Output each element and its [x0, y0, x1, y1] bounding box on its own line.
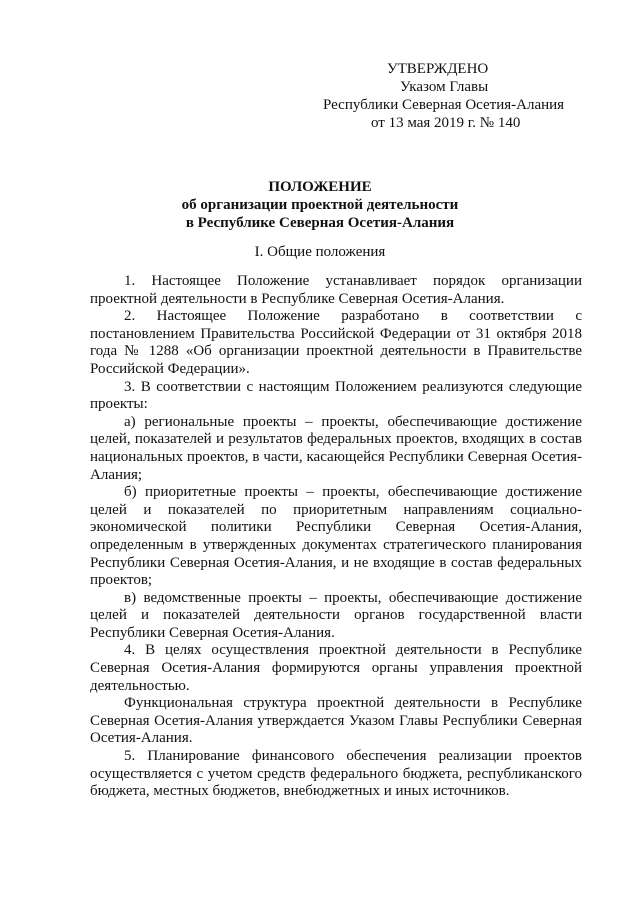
document-body	[90, 273, 582, 801]
paragraph-3a: а) региональные проекты – проекты, обеспечивающие достижение целей, показателей и результатов федеральных проектов, входящих в состав национальных проектов, в части, касающейся Республики Северная Осетия-Алания;	[90, 413, 582, 483]
section-heading: I. Общие положения	[254, 244, 386, 260]
document-title	[0, 178, 640, 232]
paragraph-3b: б) приоритетные проекты – проекты, обеспечивающие достижение целей и показателей по приоритетным направлениям социально-экономической политики Республики Северная Осетия-Алания, определенным в утвержденных документах стратегического планирования Республики Северная Осетия-Алания, и не входящие в состав федеральных проектов;	[90, 484, 582, 589]
paragraph-3: 3. В соответствии с настоящим Положением реализуются следующие проекты:	[90, 378, 582, 413]
title-sub-2: в Республике Северная Осетия-Алания	[185, 215, 455, 231]
approval-republic: Республики Северная Осетия-Алания	[323, 97, 565, 113]
paragraph-4-structure: Функциональная структура проектной деятельности в Республике Северная Осетия-Алания утверждается Указом Главы Республики Северная Осетия-Алания.	[90, 695, 582, 747]
approval-date: от 13 мая 2019 г. № 140	[371, 115, 521, 131]
approval-decree: Указом Главы	[400, 79, 489, 95]
title-main: ПОЛОЖЕНИЕ	[268, 179, 372, 195]
title-sub-1: об организации проектной деятельности	[181, 197, 459, 213]
approval-approved: УТВЕРЖДЕНО	[387, 61, 489, 77]
paragraph-5: 5. Планирование финансового обеспечения реализации проектов осуществляется с учетом средств федерального бюджета, республиканского бюджета, местных бюджетов, внебюджетных и иных источников.	[90, 748, 582, 800]
paragraph-1: 1. Настоящее Положение устанавливает порядок организации проектной деятельности в Республике Северная Осетия-Алания.	[90, 273, 582, 307]
paragraph-4: 4. В целях осуществления проектной деятельности в Республике Северная Осетия-Алания формируются органы управления проектной деятельностью.	[90, 642, 582, 694]
paragraph-2: 2. Настоящее Положение разработано в соответствии с постановлением Правительства Российской Федерации от 31 октября 2018 года № 1288 «Об организации проектной деятельности в Правительстве Российской Федерации».	[90, 308, 582, 377]
paragraph-3c: в) ведомственные проекты – проекты, обеспечивающие достижение целей и показателей деятельности органов государственной власти Республики Северная Осетия-Алания.	[90, 589, 582, 641]
approval-stamp	[323, 60, 565, 132]
